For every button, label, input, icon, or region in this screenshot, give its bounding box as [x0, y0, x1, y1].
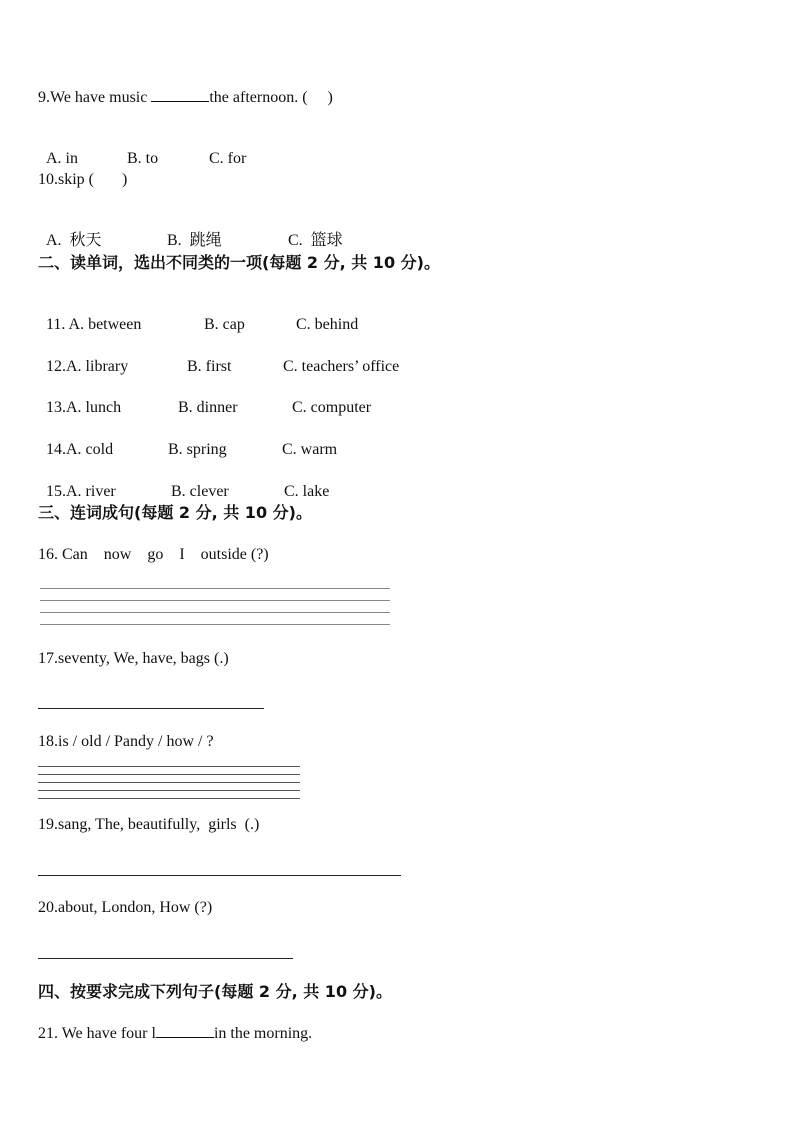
question-11	[38, 295, 358, 335]
question-20: 20.about, London, How (?)	[38, 899, 213, 916]
option-b[interactable]: B. clever	[171, 483, 229, 500]
question-12	[38, 337, 399, 377]
option-a[interactable]: 15.A. river	[46, 483, 116, 500]
option-b[interactable]: B. first	[187, 358, 232, 375]
option-c[interactable]: C. computer	[292, 399, 372, 416]
question-21-text-end: in the morning.	[213, 1025, 313, 1042]
answer-line[interactable]	[38, 958, 293, 959]
question-21-text: 21. We have four l	[38, 1025, 156, 1042]
answer-lines[interactable]	[40, 588, 390, 626]
option-a[interactable]: 12.A. library	[46, 358, 129, 375]
question-15	[38, 462, 329, 502]
option-b[interactable]: B. 跳绳	[167, 232, 222, 249]
option-a[interactable]: 13.A. lunch	[46, 399, 122, 416]
option-c[interactable]: C. lake	[284, 483, 330, 500]
question-9-options	[38, 129, 246, 169]
question-10: 10.skip ( )	[38, 171, 128, 188]
question-19: 19.sang, The, beautifully, girls (.)	[38, 816, 260, 833]
question-17: 17.seventy, We, have, bags (.)	[38, 650, 229, 667]
answer-blank[interactable]	[156, 1023, 214, 1038]
section-2-heading: 二、读单词，选出不同类的一项(每题 2 分, 共 10 分)。	[38, 253, 440, 272]
question-10-options	[38, 211, 343, 251]
option-b[interactable]: B. dinner	[178, 399, 238, 416]
option-b[interactable]: B. to	[127, 150, 159, 167]
question-18: 18.is / old / Pandy / how / ?	[38, 733, 214, 750]
option-a[interactable]: A. in	[46, 150, 78, 167]
option-c[interactable]: C. warm	[282, 441, 338, 458]
option-c[interactable]: C. teachers’ office	[283, 358, 400, 375]
question-21	[38, 1023, 312, 1044]
question-9-text: 9.We have music	[38, 89, 152, 106]
option-c[interactable]: C. for	[209, 150, 247, 167]
question-13	[38, 378, 371, 418]
section-4-heading: 四、按要求完成下列句子(每题 2 分, 共 10 分)。	[38, 982, 392, 1001]
question-9-text-end: the afternoon. ( )	[209, 89, 333, 106]
answer-lines[interactable]	[38, 766, 300, 800]
option-c[interactable]: C. 篮球	[288, 232, 343, 249]
section-3-heading: 三、连词成句(每题 2 分, 共 10 分)。	[38, 503, 312, 522]
answer-line[interactable]	[38, 875, 401, 876]
option-b[interactable]: B. spring	[168, 441, 227, 458]
answer-blank[interactable]	[151, 87, 209, 102]
question-14	[38, 420, 337, 460]
option-b[interactable]: B. cap	[204, 316, 245, 333]
option-a[interactable]: 14.A. cold	[46, 441, 114, 458]
question-9	[38, 87, 333, 108]
option-c[interactable]: C. behind	[296, 316, 359, 333]
option-a[interactable]: 11. A. between	[46, 316, 142, 333]
option-a[interactable]: A. 秋天	[46, 232, 102, 249]
question-16: 16. Can now go I outside (?)	[38, 546, 269, 563]
answer-line[interactable]	[38, 708, 264, 709]
